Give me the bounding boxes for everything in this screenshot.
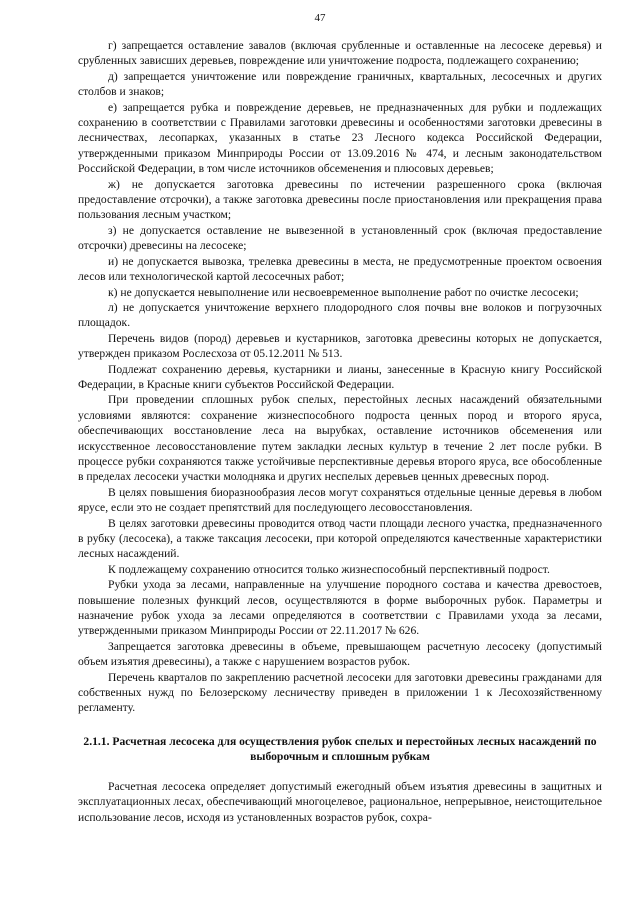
paragraph-item-e: е) запрещается рубка и повреждение деревьев, не предназначенных для рубки и подлежащих сохранению в соответствии с Правилами заготовки древесины и особенностями заготовки древесины в лесничествах, лесопарках, указанных в статье 23 Лесного кодекса Российской Федерации, утвержденными приказом Минприроды России от 13.09.2016 № 474, и лесным законодательством Российской Федерации, в том числе источников обсеменения и плюсовых деревьев;: [78, 100, 602, 176]
paragraph-thinning: Рубки ухода за лесами, направленные на улучшение породного состава и качества древостоев, повышение полезных функций лесов, осуществляются в форме выборочных рубок. Параметры и назначение рубок ухода за лесами определяются в соответствии с Правилами ухода за лесами, утвержденными приказом Минприроды России от 22.11.2017 № 626.: [78, 578, 602, 638]
paragraph-item-z: з) не допускается оставление не вывезенной в установленный срок (включая предоставление отсрочки) древесины на лесосеке;: [78, 223, 602, 253]
document-body: [78, 38, 602, 825]
paragraph-allowable-cut: Расчетная лесосека определяет допустимый ежегодный объем изъятия древесины в защитных и эксплуатационных лесах, обеспечивающий многоцелевое, рациональное, непрерывное, неистощительное использование лесов, исходя из установленных возрастов рубок, сохра-: [78, 779, 602, 824]
paragraph-allotment: В целях заготовки древесины проводится отвод части площади лесного участка, предназначенного в рубку (лесосека), а также таксация лесосеки, при которой определяются качественные характеристики лесных насаждений.: [78, 516, 602, 561]
paragraph-clear-cut-conditions: При проведении сплошных рубок спелых, перестойных лесных насаждений обязательными условиями являются: сохранение жизнеспособного подроста ценных пород и второго яруса, обеспечивающих восстановление леса на вырубках, оставление источников обсеменения или искусственное лесовосстановление путем закладки лесных культур в течение 2 лет после рубки. В процессе рубки сохраняются также устойчивые перспективные деревья второго яруса, все обособленные в пределах лесосеки участки молодняка и других неспелых деревьев ценных древесных пород.: [78, 393, 602, 484]
section-heading: 2.1.1. Расчетная лесосека для осуществления рубок спелых и перестойных лесных насаждений по выборочным и сплошным рубкам: [83, 734, 597, 764]
paragraph-item-k: к) не допускается невыполнение или несвоевременное выполнение работ по очистке лесосеки;: [108, 285, 579, 299]
paragraph-prohibited-species: Перечень видов (пород) деревьев и кустарников, заготовка древесины которых не допускается, утвержден приказом Рослесхоза от 05.12.2011 № 513.: [78, 331, 602, 361]
page-number: 47: [314, 12, 326, 24]
paragraph-volume-limit: Запрещается заготовка древесины в объеме, превышающем расчетную лесосеку (допустимый объем изъятия древесины), а также с нарушением возрастов рубок.: [78, 639, 602, 669]
paragraph-item-zh: ж) не допускается заготовка древесины по истечении разрешенного срока (включая предоставление отсрочки), а также заготовка древесины после приостановления или прекращения права пользования лесным участком;: [78, 177, 602, 222]
paragraph-item-d: д) запрещается уничтожение или повреждение граничных, квартальных, лесосечных и других столбов и знаков;: [78, 69, 602, 99]
paragraph-biodiversity: В целях повышения биоразнообразия лесов могут сохраняться отдельные ценные деревья в любом ярусе, если это не создает препятствий для последующего лесовосстановления.: [78, 485, 602, 515]
paragraph-red-book: Подлежат сохранению деревья, кустарники и лианы, занесенные в Красную книгу Российской Федерации, в Красные книги субъектов Российской Федерации.: [78, 362, 602, 391]
paragraph-undergrowth: К подлежащему сохранению относится только жизнеспособный перспективный подрост.: [108, 562, 550, 576]
paragraph-item-l: л) не допускается уничтожение верхнего плодородного слоя почвы вне волоков и погрузочных площадок.: [78, 300, 602, 330]
paragraph-item-g: г) запрещается оставление завалов (включая срубленные и оставленные на лесосеке деревья) и срубленных зависших деревьев, повреждение или уничтожение подроста, подлежащего сохранению;: [78, 39, 602, 68]
paragraph-item-i: и) не допускается вывозка, трелевка древесины в места, не предусмотренные проектом освоения лесов или технологической картой лесосечных работ;: [78, 254, 602, 284]
paragraph-quarters-list: Перечень кварталов по закреплению расчетной лесосеки для заготовки древесины гражданами для собственных нужд по Белозерскому лесничеству приведен в приложении 1 к Лесохозяйственному регламенту.: [78, 670, 602, 715]
